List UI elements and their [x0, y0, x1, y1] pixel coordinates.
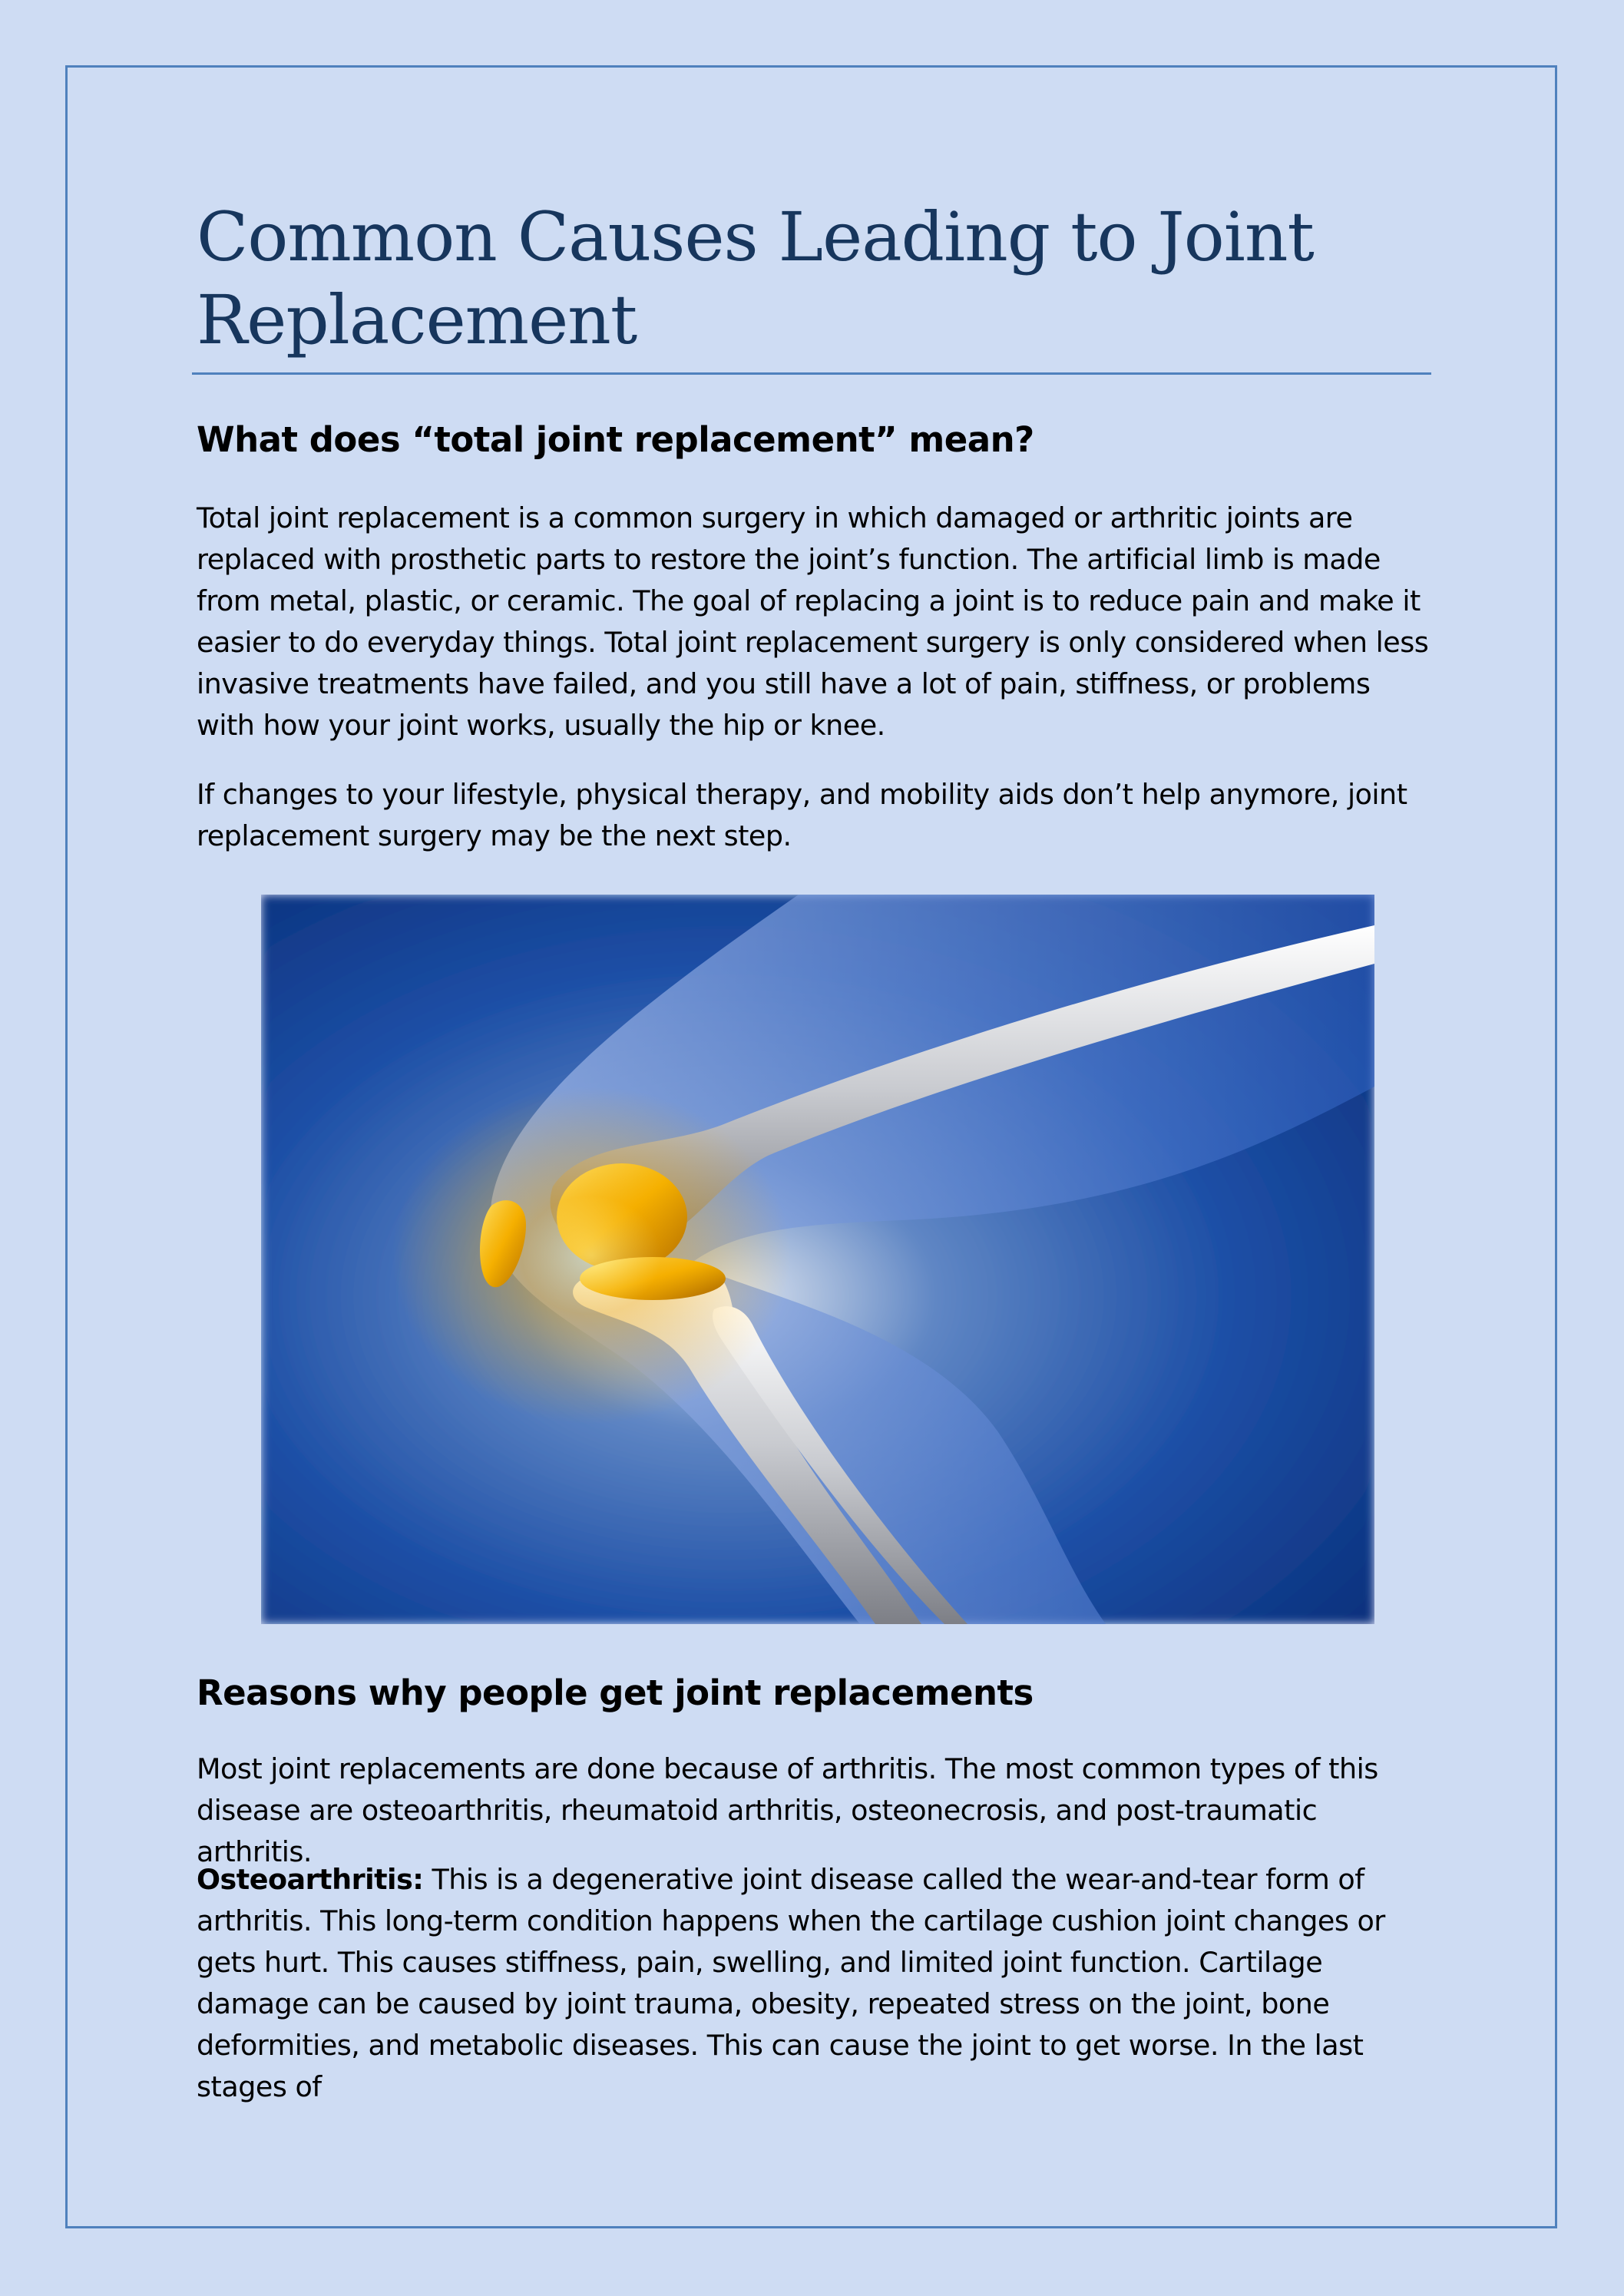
osteoarthritis-text: This is a degenerative joint disease called the wear-and-tear form of arthritis. This long-term condition happens when the cartilage cushion joint changes or gets hurt. This causes stiffness, pain, swelling, and limited joint function. Cartilage damage can be caused by joint trauma, obesity, repeated stress on the joint, bone deformities, and metabolic diseases. This can cause the joint to get worse. In the last stages of [197, 1863, 1385, 2103]
title-underline-divider [192, 372, 1431, 375]
page-title: Common Causes Leading to Joint Replacement [197, 197, 1314, 359]
knee-joint-image [261, 895, 1374, 1624]
reasons-paragraph-1: Most joint replacements are done because of arthritis. The most common types of this disease are osteoarthritis, rheumatoid arthritis, osteonecrosis, and post-traumatic arthritis. [197, 1752, 1378, 1868]
section-heading-reasons: Reasons why people get joint replacements [197, 1672, 1034, 1713]
section-heading-definition: What does “total joint replacement” mean? [197, 419, 1034, 460]
osteoarthritis-label: Osteoarthritis: [197, 1863, 424, 1896]
osteoarthritis-paragraph [197, 1859, 1433, 2108]
definition-paragraph-2: If changes to your lifestyle, physical therapy, and mobility aids don’t help anymore, joint replacement surgery may be the next step. [197, 778, 1407, 852]
knee-joint-illustration [261, 895, 1374, 1624]
definition-paragraph-1: Total joint replacement is a common surgery in which damaged or arthritic joints are replaced with prosthetic parts to restore the joint’s function. The artificial limb is made from metal, plastic, or ceramic. The goal of replacing a joint is to reduce pain and make it easier to do everyday things. Total joint replacement surgery is only considered when less invasive treatments have failed, and you still have a lot of pain, stiffness, or problems with how your joint works, usually the hip or knee. [197, 501, 1429, 742]
